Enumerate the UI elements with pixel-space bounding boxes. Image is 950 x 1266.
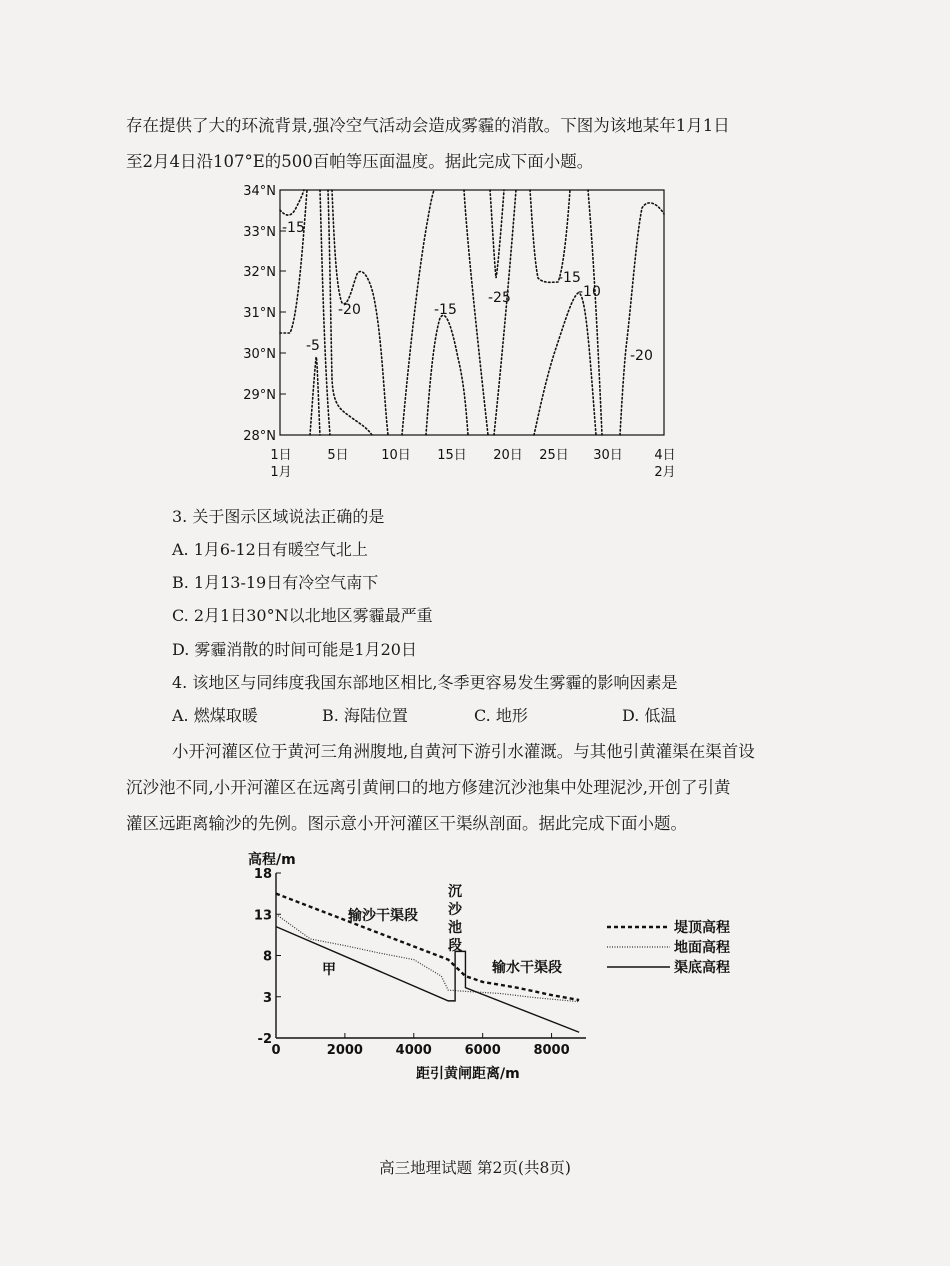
contour-line <box>530 190 570 282</box>
y-tick-label: 33°N <box>243 225 276 240</box>
contour-line <box>280 190 304 215</box>
x-month-label: 2月 <box>654 465 676 480</box>
y-tick-label: 34°N <box>243 184 276 199</box>
y-tick-label: 3 <box>262 990 272 1006</box>
page-footer: 高三地理试题 第2页(共8页) <box>379 1159 571 1177</box>
y-tick-label: 13 <box>253 908 272 924</box>
legend-label-canal-bottom: 渠底高程 <box>674 960 730 976</box>
x-tick-label: 4日 <box>654 448 676 463</box>
y-tick-label: 31°N <box>243 306 276 321</box>
question-4-option-d: D. 低温 <box>622 706 677 725</box>
contour-label: -25 <box>488 290 511 306</box>
intro-line-2: 至2月4日沿107°E的500百帕等压面温度。据此完成下面小题。 <box>126 152 594 171</box>
y-tick-label: 29°N <box>243 388 276 403</box>
question-4-option-c: C. 地形 <box>474 706 528 725</box>
question-3-option-d: D. 雾霾消散的时间可能是1月20日 <box>172 640 417 659</box>
contour-line <box>494 190 516 435</box>
x-tick-label: 2000 <box>326 1043 363 1058</box>
x-tick-label: 1日 <box>270 448 292 463</box>
profile-legend <box>607 919 730 976</box>
x-tick-label: 8000 <box>533 1043 570 1058</box>
contour-label: -10 <box>578 284 601 300</box>
question-3-option-c: C. 2月1日30°N以北地区雾霾最严重 <box>172 606 433 625</box>
y-tick-label: -2 <box>257 1032 272 1047</box>
x-axis <box>270 448 675 480</box>
profile-annotations <box>322 884 562 978</box>
y-axis-title: 高程/m <box>248 852 296 868</box>
x-axis-title: 距引黄闸距离/m <box>416 1066 520 1082</box>
y-tick-label: 18 <box>253 867 272 882</box>
contour-label: -15 <box>558 270 581 286</box>
x-month-label: 1月 <box>270 465 292 480</box>
y-tick-label: 8 <box>262 949 272 965</box>
question-4-option-b: B. 海陆位置 <box>322 706 408 725</box>
intro-line-1: 存在提供了大的环流背景,强冷空气活动会造成雾霾的消散。下图为该地某年1月1日 <box>126 116 730 135</box>
x-tick-label: 20日 <box>493 448 523 463</box>
x-tick-label: 10日 <box>381 448 411 463</box>
contour-label: -5 <box>306 338 320 354</box>
contour-line <box>426 315 468 435</box>
legend-label-dike-top: 堤顶高程 <box>674 920 730 936</box>
contour-line <box>588 190 602 435</box>
question-3-option-b: B. 1月13-19日有冷空气南下 <box>172 573 379 592</box>
x-tick-label: 30日 <box>593 448 623 463</box>
series-ground <box>276 914 579 1001</box>
contour-label: -15 <box>282 220 305 236</box>
x-tick-label: 25日 <box>539 448 569 463</box>
y-tick-label: 32°N <box>243 265 276 280</box>
question-4-option-a: A. 燃煤取暖 <box>172 706 258 725</box>
contour-line <box>620 203 664 435</box>
canal-profile-chart <box>230 842 770 1087</box>
question-3-option-a: A. 1月6-12日有暖空气北上 <box>172 540 368 559</box>
temperature-contour-chart <box>212 178 692 488</box>
x-tick-label: 4000 <box>395 1043 432 1058</box>
contour-line <box>464 190 488 435</box>
passage-2-line-1: 小开河灌区位于黄河三角洲腹地,自黄河下游引水灌溉。与其他引黄灌渠在渠首设 <box>172 742 755 761</box>
annotation-settling-basin-1: 沉 <box>448 884 462 900</box>
contour-label: -15 <box>434 302 457 318</box>
passage-2-line-3: 灌区远距离输沙的先例。图示意小开河灌区干渠纵剖面。据此完成下面小题。 <box>126 814 687 833</box>
contour-line <box>310 357 320 435</box>
x-tick-label: 15日 <box>437 448 467 463</box>
question-3-stem: 3. 关于图示区域说法正确的是 <box>172 507 385 526</box>
contour-line <box>490 190 504 278</box>
annotation-jia: 甲 <box>322 962 336 978</box>
contour-line <box>534 293 596 435</box>
legend-label-ground: 地面高程 <box>674 940 730 956</box>
contour-label: -20 <box>338 302 361 318</box>
contour-label: -20 <box>630 348 653 364</box>
annotation-sand-conveying-section: 输沙干渠段 <box>348 908 418 924</box>
annotation-water-conveying-section: 输水干渠段 <box>492 960 562 976</box>
annotation-settling-basin-2: 沙 <box>448 902 462 918</box>
x-tick-label: 0 <box>271 1043 281 1058</box>
y-tick-label: 30°N <box>243 347 276 362</box>
question-4-stem: 4. 该地区与同纬度我国东部地区相比,冬季更容易发生雾霾的影响因素是 <box>172 673 678 692</box>
x-tick-label: 6000 <box>464 1043 501 1058</box>
x-tick-label: 5日 <box>327 448 349 463</box>
annotation-settling-basin-4: 段 <box>448 938 462 954</box>
series-canal-bottom <box>276 927 579 1033</box>
y-tick-label: 28°N <box>243 429 276 444</box>
passage-2-line-2: 沉沙池不同,小开河灌区在远离引黄闸口的地方修建沉沙池集中处理泥沙,开创了引黄 <box>126 778 731 797</box>
annotation-settling-basin-3: 池 <box>448 920 462 936</box>
